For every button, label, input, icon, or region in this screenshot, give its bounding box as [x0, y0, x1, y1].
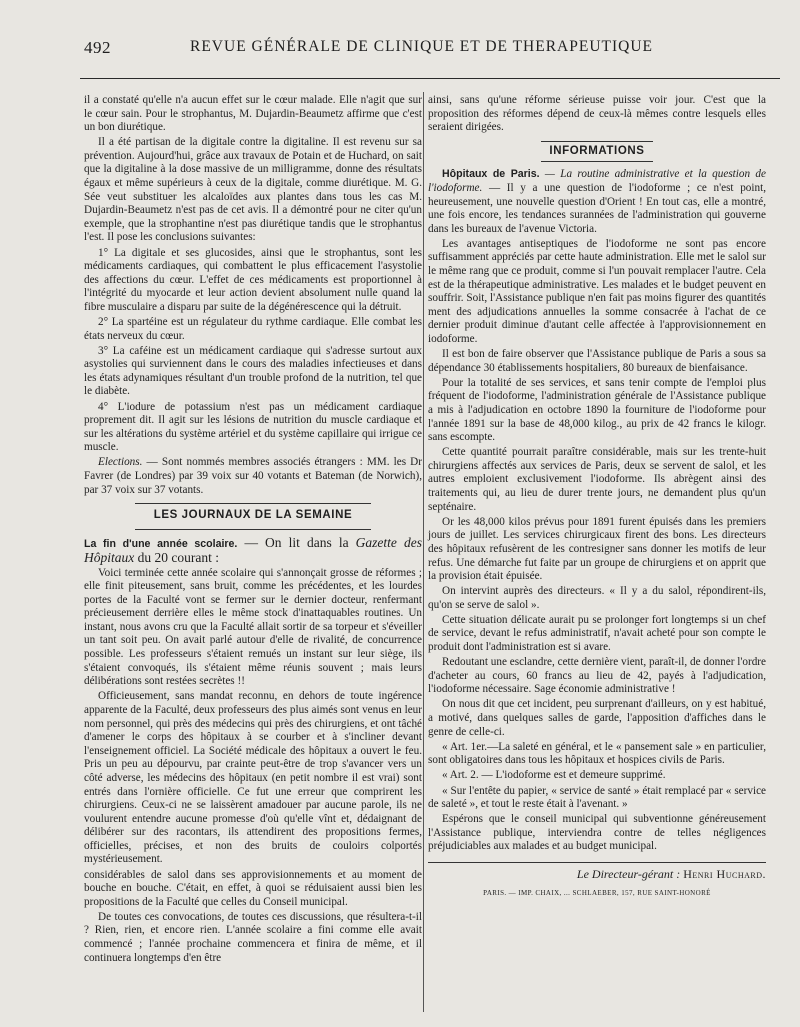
signature-line	[428, 862, 766, 882]
paragraph: Pour la totalité de ses services, et sans tenir compte de l'emploi plus fréquent de l'iodoforme, l'administration générale de l'Assistance publique a mis à l'adjudication en octobre 1890 la fourniture de l'iodoforme pour l'année 1891 sur la base de 48,000 kilog., au prix de 42 francs le kilogr. sans escompte.	[428, 376, 766, 444]
section-header-journaux	[84, 503, 422, 530]
informations-lead	[428, 168, 766, 236]
paragraph: Cette situation délicate aurait pu se prolonger fort longtemps si un chef de service, devant le refus administratif, n'avait acheté pour son compte le produit dont l'administration est si avare.	[428, 613, 766, 654]
paragraph: 4° L'iodure de potassium n'est pas un médicament cardiaque proprement dit. Il agit sur les lésions de nutrition du muscle cardiaque et sur les altérations du système artériel et du système capillaire qui irrigue ce muscle.	[84, 400, 422, 454]
section-header-informations	[428, 141, 766, 163]
elections-paragraph	[84, 456, 422, 497]
left-column	[84, 94, 422, 1016]
paragraph: 1° La digitale et ses glucosides, ainsi que le strophantus, sont les médicaments cardiaques, qui combattent le plus efficacement l'asystolie des affections du cœur. L'effet de ces médicaments est proportionnel à l'intégrité du myocarde et leur action devient absolument nulle quand la fibre musculaire a disparu par suite de la dégénérescence qui la détruit.	[84, 246, 422, 313]
paragraph: Or les 48,000 kilos prévus pour 1891 furent épuisés dans les premiers jours de juillet. Les services chirurgicaux firent des bons. Les directeurs des hôpitaux refusèrent de les contresigner sans donner les motifs de leur refus. Une démarche fut faite par un groupe de chirurgiens et on apprit que la provision était épuisée.	[428, 515, 766, 583]
section-rule	[135, 503, 372, 504]
paragraph: Les avantages antiseptiques de l'iodoforme ne sont pas encore suffisamment appréciés par cette haute administration. Elle met le salol sur le même rang que ce produit, comme si l'un pouvait remplacer l'autre. Cela est de la thérapeutique administrative. Les malades et le budget peuvent en souffrir. Soit, l'Assistance publique n'en fait pas moins figurer des quantités ment des adjudications annuelles la somme consacrée à l'achat de ce dernier produit diminue d'autant celle affectée à l'approvisionnement en iodoforme.	[428, 237, 766, 345]
elections-label: Elections.	[98, 456, 143, 469]
paragraph: Redoutant une esclandre, cette dernière vient, paraît-il, de donner l'ordre d'acheter au cours, 60 francs au lieu de 42, payés à l'adjudication, l'iodoforme nécessaire. Sage économie administrative !	[428, 656, 766, 696]
paragraph: ainsi, sans qu'une réforme sérieuse puisse voir jour. C'est que la proposition des réformes dépend de ceux-là mêmes contre lesquels elles seraient dirigées.	[428, 94, 766, 134]
paragraph: On nous dit que cet incident, peu surprenant d'ailleurs, on y est habitué, a motivé, dans quelques salles de garde, l'apposition d'affiches dans le genre de celle-ci.	[428, 698, 766, 738]
paragraph: 3° La caféine est un médicament cardiaque qui s'adresse surtout aux asystolies qui surviennent dans le cours des maladies infectieuses et dans les états adynamiques résultant d'un trouble profond de la nutrition, tel que le diabète.	[84, 344, 422, 398]
paragraph: Il est bon de faire observer que l'Assistance publique de Paris a sous sa dépendance 30 établissements hospitaliers, 80 bureaux de bienfaisance.	[428, 348, 766, 374]
paragraph: On intervint auprès des directeurs. « Il y a du salol, répondirent-ils, qu'on se serve de salol ».	[428, 585, 766, 611]
paragraph: il a constaté qu'elle n'a aucun effet sur le cœur malade. Elle n'agit que sur le cœur sain. Pour le strophantus, M. Dujardin-Beaumetz affirme que c'est un bon diurétique.	[84, 94, 422, 134]
paragraph: Espérons que le conseil municipal qui subventionne généreusement l'Assistance publique, interviendra contre de telles négligences préjudiciables aux malades et au budget municipal.	[428, 813, 766, 853]
running-title: REVUE GÉNÉRALE DE CLINIQUE ET DE THERAPEUTIQUE	[190, 38, 654, 55]
elections-text: — Sont nommés membres associés étrangers : MM. les Dr Favrer (de Londres) par 39 voix sur 40 votants et Bateman (de Norwich), par 37 voix sur 37 votants.	[84, 456, 422, 496]
paragraph: Il a été partisan de la digitale contre la digitaline. Il est revenu sur sa prévention. Aujourd'hui, grâce aux travaux de Potain et de Huchard, on sait que la digitaline à la dose massive de un milligramme, donne des résultats égaux et même supérieurs à ceux de la digitale, comme diurétique. M. G. Sée veut substituer les alcaloïdes aux plantes dans tous les cas M. Dujardin-Beaumetz n'est pas de cet avis. Il a démontré pour ne citer qu'un exemple, que la strophantine n'est pas diurétique tandis que le strophantus l'est. Il pose les conclusions suivantes:	[84, 136, 422, 244]
paragraph: Voici terminée cette année scolaire qui s'annonçait grosse de réformes ; elle finit piteusement, sans bruit, comme les précédentes, et les lourdes portes de la Faculté vont se fermer sur le dernier docteur, renfermant précieusement derrière elles le même stock d'inattaquables routines. Un instant, nous avons cru que la Faculté allait sortir de sa torpeur et s'éveiller un tant soit peu. On avait parlé autour d'elle de rivalité, de concurrence possible. Les professeurs s'étaient remués un instant sur leur siège, ils s'étaient convoqués, ils s'étaient même réunis souvent ; mais leurs délibérations sont restées secrètes !!	[84, 566, 422, 688]
paragraph: 2° La spartéine est un régulateur du rythme cardiaque. Elle combat les états nerveux du cœur.	[84, 316, 422, 342]
section-rule	[135, 529, 372, 530]
header-rule	[80, 78, 780, 79]
column-divider	[423, 92, 424, 1012]
section-title: LES JOURNAUX DE LA SEMAINE	[153, 509, 353, 522]
section-title: INFORMATIONS	[541, 141, 652, 163]
right-column	[428, 94, 766, 1016]
article-text: — Il y a une question de l'iodoforme ; ce n'est point, heureusement, une nouvelle question d'Orient ! En tout cas, elle a montré, une fois encore, les tendances surannées de l'administration qui gouverne dans les bureaux de l'avenue Victoria.	[428, 181, 766, 235]
article-heading	[84, 536, 422, 565]
article-intro: — On lit dans la	[237, 534, 356, 550]
paragraph: « Sur l'entête du papier, « service de santé » était remplacé par « service de saleté », et tout le reste était à l'avenant. »	[428, 784, 766, 811]
gazette-name: Gazette des Hôpitaux	[84, 534, 422, 566]
article-runin: Hôpitaux de Paris.	[442, 168, 540, 181]
article-date: du 20 courant :	[134, 550, 219, 566]
signature-name: Henri Huchard.	[683, 866, 766, 881]
page-header	[80, 34, 780, 60]
article-runin: La fin d'une année scolaire.	[84, 537, 238, 550]
paragraph: « Art. 1er.—La saleté en général, et le « pansement sale » en particulier, sont obligatoires dans tous les hôpitaux et hospices civils de Paris.	[428, 740, 766, 767]
paragraph: considérables de salol dans ses approvisionnements et au moment de bouche en bouche. C'était, en effet, à quoi se réduisaient aussi bien les propositions de la Faculté que celles du Conseil municipal.	[84, 868, 422, 908]
paragraph: De toutes ces convocations, de toutes ces discussions, que résultera-t-il ? Rien, rien, et encore rien. L'année scolaire a fini comme elle avait commencé ; l'année prochaine commencera et finira de même, et il continuera longtemps d'en être	[84, 910, 422, 964]
paragraph: Cette quantité pourrait paraître considérable, mais sur les trente-huit chirurgiens affectés aux services de Paris, deux se servent de salol, et les autres emploient exclusivement l'iodoforme. Ils abrègent ainsi des traitements qui, au lieu de durer trente jours, ne demandent plus qu'un septénaire.	[428, 446, 766, 513]
article-subtitle: — La routine administrative et la question de l'iodoforme.	[428, 168, 766, 194]
signature-role: Le Directeur-gérant :	[576, 866, 681, 881]
paragraph: « Art. 2. — L'iodoforme est et demeure supprimé.	[442, 769, 666, 782]
page-number: 492	[84, 38, 111, 57]
printer-imprint: PARIS. — IMP. CHAIX, ... SCHLAEBER, 157, RUE SAINT-HONORÉ	[483, 888, 711, 897]
paragraph: Officieusement, sans mandat reconnu, en dehors de toute ingérence apparente de la Faculté, deux professeurs des plus aimés sont venus en leur nom personnel, qui près des médecins qui près des chirurgiens, et ont tâché d'amener le corps des hôpitaux à se courber et à s'incliner devant l'enseignement officiel. La Société médicale des hôpitaux a ouvert le feu. Pris un peu au dépourvu, par crainte peut-être de trop s'avancer vers un côté adverse, les médecins des hôpitaux (en petit nombre il est vrai) sont entrés dans l'ornière officielle. Ce fut une erreur que comprirent les chirurgiens. Ceux-ci ne se laissèrent amadouer par aucune parole, ils ne voulurent entendre aucune promesse d'où qu'elle vînt et, dédaignant de délibérer sur des racontars, ils attendirent des propositions fermes, officielles, précises, et non des bruits de couloirs colportés mystérieusement.	[84, 690, 422, 866]
